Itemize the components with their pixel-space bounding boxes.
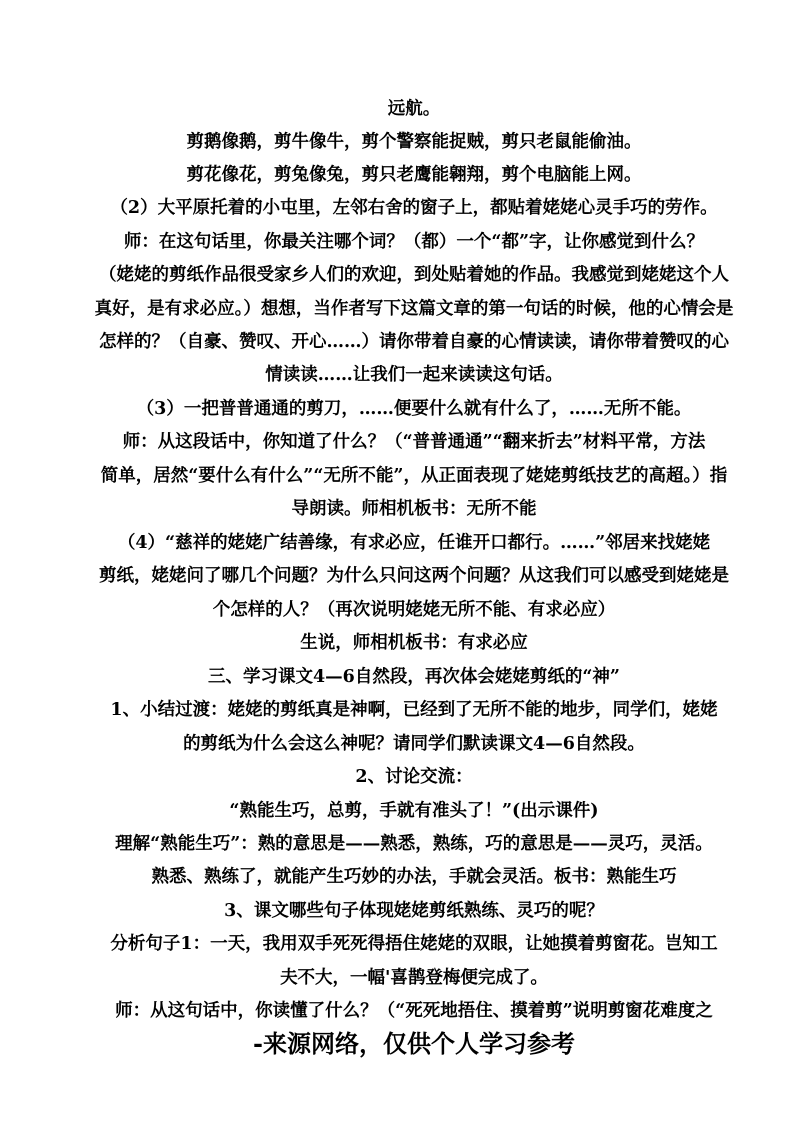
text-line: 怎样的？（自豪、赞叹、开心……）请你带着自豪的心情读读，请你带着赞叹的心 [99, 332, 729, 352]
section-heading: 三、学习课文4—6自然段，再次体会姥姥剪纸的“神” [208, 667, 620, 687]
text-line: 生说，师相机板书：有求必应 [300, 633, 528, 653]
text-line: 师：在这句话里，你最关注哪个词？（都）一个“都”字，让你感觉到什么？ [123, 232, 705, 252]
text-line: （3）一把普普通通的剪刀，……便要什么就有什么了，……无所不能。 [136, 399, 692, 419]
text-line: 理解“熟能生巧”：熟的意思是——熟悉，熟练，巧的意思是——灵巧，灵活。 [115, 834, 713, 854]
text-line: 情读读……让我们一起来读读这句话。 [265, 365, 563, 385]
text-line: 夫不大，一幅'喜鹊登梅便完成了。 [280, 968, 548, 988]
text-line: 个怎样的人？（再次说明姥姥无所不能、有求必应） [212, 600, 616, 620]
text-line: 3、课文哪些句子体现姥姥剪纸熟练、灵巧的呢？ [224, 901, 604, 921]
text-line: 剪鹅像鹅，剪牛像牛，剪个警察能捉贼，剪只老鼠能偷油。 [186, 132, 642, 152]
text-line: 师：从这段话中，你知道了什么？（“普普通通”“翻来折去”材料平常，方法 [122, 432, 706, 452]
text-line: 熟悉、熟练了，就能产生巧妙的办法，手就会灵活。板书：熟能生巧 [151, 867, 677, 887]
text-line: 师：从这句话中，你读懂了什么？（“死死地捂住、摸着剪”说明剪窗花难度之 [115, 1001, 713, 1021]
text-line: （姥姥的剪纸作品很受家乡人们的欢迎，到处贴着她的作品。我感觉到姥姥这个人 [99, 265, 729, 285]
text-line: 分析句子1：一天，我用双手死死得捂住姥姥的双眼，让她摸着剪窗花。岂知工 [110, 934, 718, 954]
text-line: 剪纸，姥姥问了哪几个问题？为什么只问这两个问题？从这我们可以感受到姥姥是 [99, 566, 729, 586]
text-line: 远航。 [387, 99, 441, 119]
text-line: 简单，居然“要什么有什么”“无所不能”，从正面表现了姥姥剪纸技艺的高超。）指 [100, 466, 728, 486]
page-footer: -来源网络，仅供个人学习参考 [253, 1029, 575, 1058]
text-line: 导朗读。师相机板书：无所不能 [291, 499, 537, 519]
text-line: 2、讨论交流： [355, 767, 473, 787]
text-line: （2）大平原托着的小屯里，左邻右舍的窗子上，都贴着姥姥心灵手巧的劳作。 [110, 198, 718, 218]
text-line: 1、小结过渡：姥姥的剪纸真是神啊，已经到了无所不能的地步，同学们，姥姥 [110, 700, 718, 720]
text-line: 的剪纸为什么会这么神呢？请同学们默读课文4—6自然段。 [183, 734, 645, 754]
text-line: “熟能生巧，总剪，手就有准头了！”(出示课件) [229, 801, 599, 821]
text-line: 剪花像花，剪兔像兔，剪只老鹰能翱翔，剪个电脑能上网。 [186, 165, 642, 185]
text-line: 真好，是有求必应。）想想，当作者写下这篇文章的第一句话的时候，他的心情会是 [94, 299, 734, 319]
text-line: （4）“慈祥的姥姥广结善缘，有求必应，任谁开口都行。……”邻居来找姥姥 [117, 533, 711, 553]
